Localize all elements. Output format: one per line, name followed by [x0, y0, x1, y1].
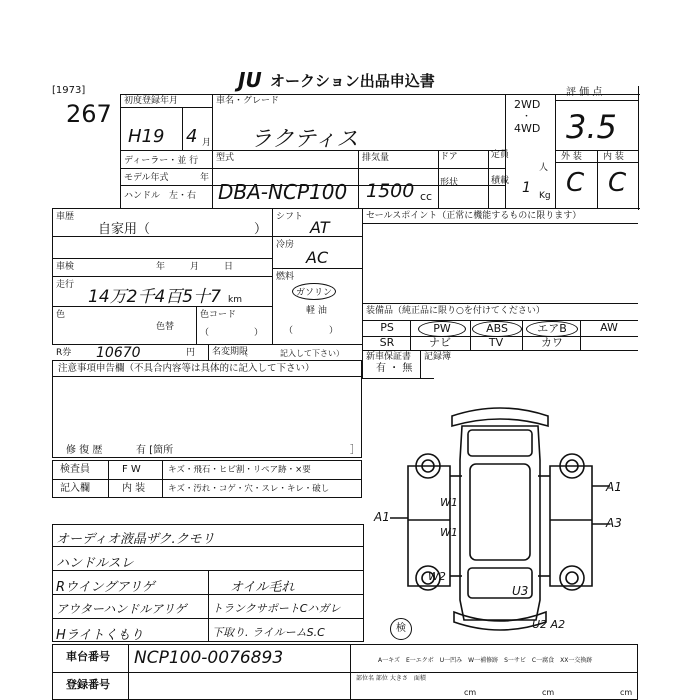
door-label: ドア — [440, 152, 458, 162]
equip-navi: ナビ — [429, 336, 451, 349]
drive-4wd: 4WD — [514, 122, 541, 135]
fuel-paren: （ ） — [284, 326, 339, 336]
repair-close: ］ — [350, 445, 360, 456]
inspector-label: 検査員 — [60, 464, 90, 475]
cm-unit-1: cm — [464, 688, 477, 697]
registration-label: 登録番号 — [66, 678, 110, 691]
damage-legend-2: 部位名 部位 大きさ 面積 — [356, 675, 426, 682]
notes-title: 注意事項申告欄（不具合内容等は具体的に記入して下さい） — [58, 363, 315, 374]
note-left-4: アウターハンドルアリゲ — [56, 602, 187, 616]
record-value — [400, 364, 430, 374]
displacement-value: 1500 — [366, 180, 415, 202]
equip-aw: AW — [600, 321, 618, 334]
diesel-label: 軽 油 — [306, 306, 327, 316]
new-warranty-label: 新車保証書 — [366, 352, 412, 362]
diagram-mark-w1-upper: W1 — [440, 496, 458, 509]
fw-items: キズ・飛石・ヒビ割・リペア跡・×要 — [168, 465, 311, 475]
inspection-unit: 年 月 日 — [156, 262, 242, 272]
diagram-mark-a1-left: A1 — [374, 510, 390, 524]
ju-logo: JU — [238, 68, 262, 92]
mileage-value: 14万2千4百5十7 — [88, 287, 221, 307]
model-year-label: モデル年式 — [124, 173, 169, 183]
name-change-value: （ 記入して下さい） — [240, 349, 344, 358]
exterior-label: 外 装 — [561, 152, 582, 162]
handle-label: ハンドル 左・右 — [124, 191, 197, 201]
capacity-label: 定員 — [491, 150, 510, 160]
month-unit: 月 — [202, 138, 212, 148]
interior-label: 内 装 — [603, 152, 624, 162]
mileage-label: 走行 — [56, 280, 75, 290]
inspection-value — [100, 256, 172, 275]
drive-2wd: 2WD — [514, 98, 541, 111]
dealer-label: ディーラー・並 行 — [124, 156, 199, 166]
equip-ps: PS — [380, 321, 394, 334]
note-left-3: Rウイングアリゲ — [56, 580, 155, 595]
cc-unit: cc — [420, 190, 433, 203]
type-value: DBA-NCP100 — [218, 180, 348, 204]
drive-dot: ・ — [522, 112, 532, 122]
car-name-label: 車名・グレード — [216, 96, 280, 106]
car-diagram — [370, 400, 640, 640]
model-year-unit: 年 — [200, 173, 210, 183]
diagram-mark-a1-right: A1 — [606, 480, 622, 494]
ac-value: AC — [306, 248, 329, 267]
repair-value: 有 [箇所 — [136, 445, 174, 456]
inspection-label: 車検 — [56, 262, 75, 272]
diagram-mark-a3: A3 — [606, 516, 622, 530]
load-label: 積載 — [491, 176, 510, 186]
color-code-label: 色コード — [200, 310, 237, 320]
diagram-mark-w2: W2 — [428, 570, 446, 583]
equip-abs: ABS — [472, 321, 522, 337]
diagram-mark-w1-lower: W1 — [440, 526, 458, 539]
cm-unit-3: cm — [620, 688, 633, 697]
recycle-unit: 円 — [186, 348, 196, 358]
note-left-1: オーディオ液晶ザク.クモリ — [56, 532, 215, 547]
equip-sr: SR — [379, 336, 395, 349]
history-value: 自家用（ — [98, 222, 151, 237]
int-items: キズ・汚れ・コゲ・穴・スレ・キレ・破し — [168, 484, 330, 494]
lot-number: 267 — [66, 100, 112, 128]
diagram-mark-u3: U3 — [512, 584, 529, 598]
new-warranty-value: 有 ・ 無 — [376, 363, 413, 374]
interior-grade: C — [608, 168, 627, 198]
entry-label: 記入欄 — [60, 483, 90, 494]
notes-box — [52, 360, 362, 458]
capacity-unit: 人 — [539, 163, 549, 173]
equip-pw: PW — [418, 321, 466, 337]
equip-tv: TV — [488, 336, 504, 349]
displacement-label: 排気量 — [362, 153, 390, 163]
km-unit: km — [228, 295, 242, 305]
shift-value: AT — [310, 218, 330, 237]
cm-unit-2: cm — [542, 688, 555, 697]
car-name-value: ラクティス — [250, 127, 359, 152]
recycle-label: R券 — [56, 348, 72, 358]
shape-label: 形状 — [440, 178, 459, 188]
ac-label: 冷房 — [276, 240, 295, 250]
type-label: 型式 — [216, 153, 235, 163]
grade-label: 評 価 点 — [566, 87, 603, 98]
record-label: 記録簿 — [424, 352, 452, 362]
exterior-grade: C — [566, 168, 585, 198]
grade-score: 3.5 — [566, 108, 617, 146]
equip-airbag: エアB — [526, 321, 578, 337]
fw-label: F W — [122, 464, 141, 475]
fuel-label: 燃料 — [276, 272, 295, 282]
note-left-5: Hライトくもり — [56, 628, 144, 643]
note-left-2: ハンドルスレ — [56, 556, 134, 571]
recycle-value: 10670 — [96, 345, 141, 361]
form-title: オークション出品申込書 — [270, 72, 435, 90]
shift-label: シフト — [276, 212, 304, 222]
note-right-3: 下取り. ライルームS.C — [212, 626, 325, 639]
history-label: 車歴 — [56, 212, 75, 222]
color-paren: （ ） — [200, 328, 264, 338]
name-change-label: 名変期限 — [212, 347, 249, 357]
damage-legend: A一キズ E一エクボ U一凹み W一補修跡 S一サビ C一腐食 XX一交換跡 — [378, 657, 593, 664]
note-right-1: オイル毛れ — [230, 580, 295, 595]
load-unit: Kg — [539, 191, 551, 201]
equip-leather: カワ — [541, 336, 563, 349]
sheet-number: [1973] — [52, 85, 86, 96]
color-change-label: 色替 — [156, 322, 175, 332]
history-close: ） — [254, 222, 268, 237]
first-reg-era: H19 — [128, 126, 165, 147]
load-value: 1 — [522, 180, 531, 196]
first-reg-month: 4 — [186, 126, 198, 147]
diagram-mark-u2-a2: U2 A2 — [532, 618, 566, 631]
first-reg-label: 初度登録年月 — [124, 96, 179, 106]
color-label: 色 — [56, 310, 66, 320]
inspection-stamp: 検 — [390, 618, 412, 640]
equipment-label: 装備品（純正品に限り○を付けてください） — [366, 306, 545, 316]
frame-number-value: NCP100-0076893 — [134, 648, 284, 668]
note-right-2: トランクサポートCハガレ — [212, 602, 341, 615]
int-label: 内 装 — [122, 483, 146, 494]
repair-label: 修 復 歴 — [66, 445, 103, 456]
sales-point-label: セールスポイント（正常に機能するものに限ります） — [366, 211, 582, 221]
fuel-value: ガソリン — [292, 283, 336, 300]
frame-number-label: 車台番号 — [66, 650, 110, 663]
